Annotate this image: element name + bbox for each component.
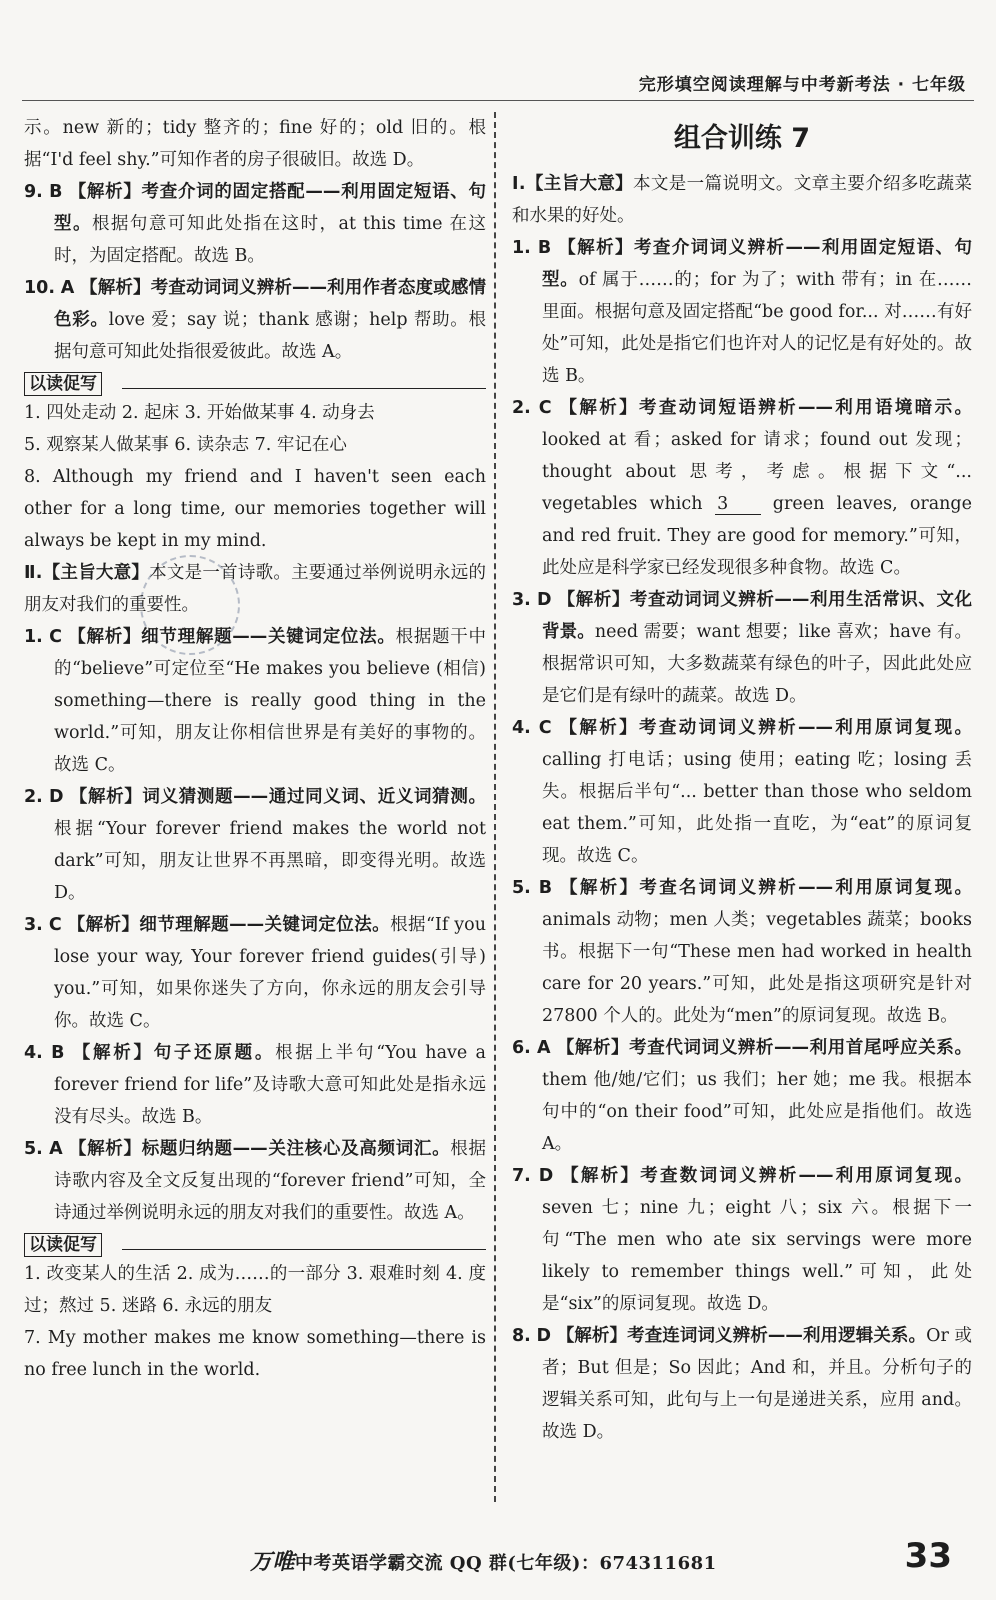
answer-item-ii-5: 5. A 【解析】标题归纳题——关注核心及高频词汇。根据诗歌内容及全文反复出现的“forever friend”可知，全诗通过举例说明永远的朋友对我们的重要性。故选 A。 — [24, 1139, 486, 1223]
vocab-line: 1. 四处走动 2. 起床 3. 开始做某事 4. 动身去 — [24, 403, 375, 423]
section-title-read-write: 以读促写 — [24, 372, 102, 396]
footer-text: 中考英语学霸交流 QQ 群(七年级)：674311681 — [295, 1553, 717, 1574]
page-footer — [250, 1545, 717, 1576]
vocab-line: 1. 改变某人的生活 2. 成为……的一部分 3. 艰难时刻 4. 度过；熬过 5. 迷路 6. 永远的朋友 — [24, 1264, 486, 1316]
section-rule — [122, 1249, 486, 1250]
column-divider — [494, 112, 496, 1502]
answer-item-ii-1: 1. C 【解析】细节理解题——关键词定位法。根据题干中的“believe”可定位至“He makes you believe (相信) something—there is really good thing in the world.”可知，朋友让你相信世界是有美好的事物的。故选 C。 — [24, 627, 487, 775]
brand-logo: 万唯 — [250, 1550, 296, 1575]
answer-item-i-6: 6. A 【解析】考查代词词义辨析——利用首尾呼应关系。them 他/她/它们；us 我们；her 她；me 我。根据本句中的“on their food”可知，此处应是指他们。故选 A。 — [512, 1038, 972, 1154]
answer-item-i-3: 3. D 【解析】考查动词词义辨析——利用生活常识、文化背景。need 需要；want 想要；like 喜欢；have 有。根据常识可知，大多数蔬菜有绿色的叶子，因此此处应是它们是有绿叶的蔬菜。故选 D。 — [512, 590, 973, 706]
answer-item-9: 9. B 【解析】考查介词的固定搭配——利用固定短语、句型。根据句意可知此处指在这时，at this time 在这时，为固定搭配。故选 B。 — [24, 182, 486, 266]
sentence-answer: 7. My mother makes me know something—there is no free lunch in the world. — [24, 1328, 486, 1380]
sentence-answer: 8. Although my friend and I haven't seen each other for a long time, our memories together will always be kept in my mind. — [24, 467, 486, 551]
running-header: 完形填空阅读理解与中考新考法 · 七年级 — [638, 75, 966, 95]
answer-item-i-5: 5. B 【解析】考查名词词义辨析——利用原词复现。animals 动物；men 人类；vegetables 蔬菜；books 书。根据下一句“These men had worked in health care for 20 years.”可知，此处是指这项研究是针对 27800 个人的。此处为“men”的原词复现。故选 B。 — [512, 878, 972, 1026]
answer-item-ii-3: 3. C 【解析】细节理解题——关键词定位法。根据“If you lose your way, Your forever friend guides(引导) you.”可知，如果你迷失了方向，你永远的朋友会引导你。故选 C。 — [24, 915, 486, 1031]
answer-item-i-8: 8. D 【解析】考查连词词义辨析——利用逻辑关系。Or 或者；But 但是；So 因此；And 和，并且。分析句子的逻辑关系可知，此句与上一句是递进关系，应用 and。故选 D。 — [512, 1326, 973, 1442]
answer-item-ii-2: 2. D 【解析】词义猜测题——通过同义词、近义词猜测。根据“Your forever friend makes the world not dark”可知，朋友让世界不再黑暗，即变得光明。故选 D。 — [24, 787, 486, 903]
blank-3: 3 — [715, 494, 761, 515]
part2-summary: Ⅱ.【主旨大意】本文是一首诗歌。主要通过举例说明永远的朋友对我们的重要性。 — [24, 563, 486, 615]
section-heading: 组合训练 7 — [673, 123, 811, 154]
answer-item-10: 10. A 【解析】考查动词词义辨析——利用作者态度或感情色彩。love 爱；say 说；thank 感谢；help 帮助。根据句意可知此处指很爱彼此。故选 A。 — [24, 278, 487, 362]
answer-item-i-1: 1. B 【解析】考查介词词义辨析——利用固定短语、句型。of 属于……的；for 为了；with 带有；in 在……里面。根据句意及固定搭配“be good for... 对……有好处”可知，此处是指它们也许对人的记忆是有好处的。故选 B。 — [512, 238, 973, 386]
answer-item-i-7: 7. D 【解析】考查数词词义辨析——利用原词复现。seven 七；nine 九；eight 八；six 六。根据下一句“The men who ate six servings were more likely to remember things well.”可知，此处是“six”的原词复现。故选 D。 — [512, 1166, 972, 1314]
header-rule — [22, 100, 974, 101]
section-title-read-write-2: 以读促写 — [24, 1233, 102, 1257]
left-column — [24, 112, 486, 1386]
page-number: 33 — [904, 1536, 952, 1576]
intro-paragraph: 示。new 新的；tidy 整齐的；fine 好的；old 旧的。根据“I'd feel shy.”可知作者的房子很破旧。故选 D。 — [24, 118, 486, 170]
answer-item-ii-4: 4. B 【解析】句子还原题。根据上半句“You have a forever friend for life”及诗歌大意可知此处是指永远没有尽头。故选 B。 — [24, 1043, 486, 1127]
answer-item-i-4: 4. C 【解析】考查动词词义辨析——利用原词复现。calling 打电话；using 使用；eating 吃；losing 丢失。根据后半句“... better than those who seldom eat them.”可知，此处指一直吃，为“eat”的原词复现。故选 C。 — [512, 718, 972, 866]
vocab-line: 5. 观察某人做某事 6. 读杂志 7. 牢记在心 — [24, 435, 347, 455]
part1-summary: Ⅰ.【主旨大意】本文是一篇说明文。文章主要介绍多吃蔬菜和水果的好处。 — [512, 174, 973, 226]
right-column — [512, 112, 972, 1448]
section-rule — [122, 388, 486, 389]
answer-item-i-2: 2. C 【解析】考查动词短语辨析——利用语境暗示。looked at 看；asked for 请求；found out 发现；thought about 思考，考虑。根据下文“... vegetables which 3 green leaves, orange and red fruit. They are good for memory.”可知，此处应是科学家已经发现很多种食物。故选 C。 — [512, 398, 972, 578]
